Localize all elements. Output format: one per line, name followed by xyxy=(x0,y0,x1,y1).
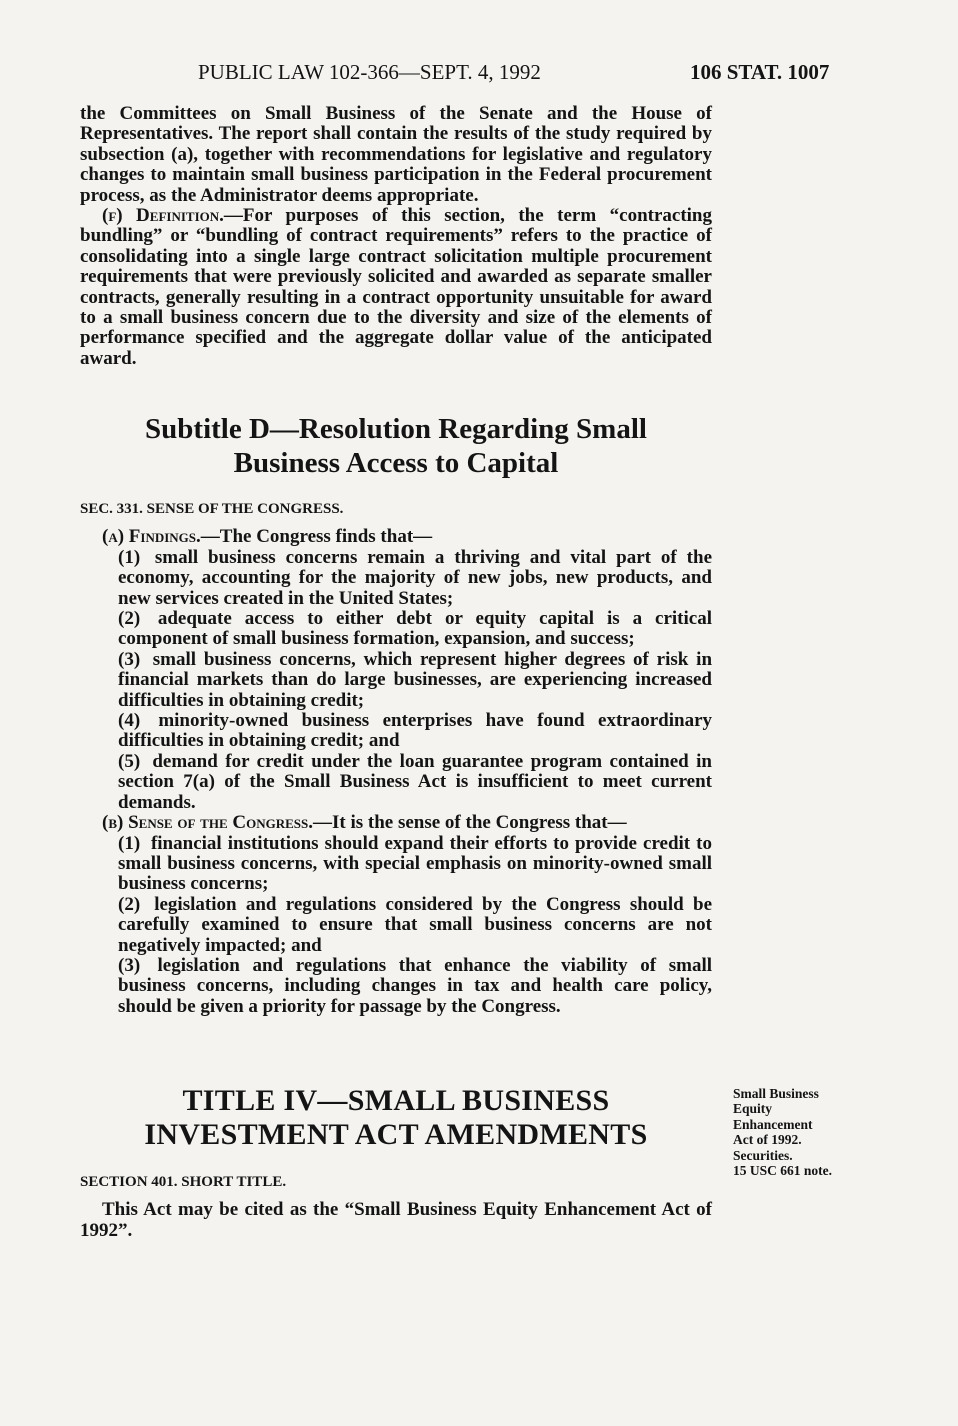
item-number: (5) xyxy=(118,750,141,772)
item-text: minority-owned business enterprises have found extraordinary difficulties in obtaining credit; and xyxy=(118,710,713,752)
item-text: adequate access to either debt or equity capital is a critical component of small business formation, expansion, and success; xyxy=(118,608,712,650)
sec-401-block xyxy=(80,1172,712,1241)
margin-note-line: Securities. xyxy=(733,1147,793,1163)
sense-item xyxy=(80,956,712,1017)
finding-item xyxy=(80,609,712,650)
finding-item xyxy=(80,752,712,813)
subtitle-line-1: Subtitle D—Resolution Regarding Small xyxy=(145,413,647,445)
findings-intro xyxy=(80,527,712,547)
sec-331-heading: SEC. 331. SENSE OF THE CONGRESS. xyxy=(80,501,344,517)
page-citation: 106 STAT. 1007 xyxy=(690,60,830,84)
definition-text: —For purposes of this section, the term “contracting bundling” or “bundling of contract requirements” refers to the practice of consolidating into a single large contract solicitation multiple procurement requirements that were previously solicited and awarded as separate smaller contracts, generally resulting in a contract opportunity unsuitable for award to a small business concern due to the diversity and size of the elements of performance specified and the aggregate dollar value of the anticipated award. xyxy=(80,205,712,369)
definition-label: (f) Definition. xyxy=(102,205,224,227)
item-text: legislation and regulations that enhance the viability of small business concerns, including changes in tax and health care policy, should be given a priority for passage by the Congress. xyxy=(118,954,713,1017)
findings-intro-text: —The Congress finds that— xyxy=(200,526,433,548)
section-f-block xyxy=(80,104,712,369)
sense-item xyxy=(80,895,712,956)
item-number: (1) xyxy=(118,832,141,854)
item-number: (2) xyxy=(118,893,141,915)
sense-intro-text: —It is the sense of the Congress that— xyxy=(312,812,627,834)
title-iv-heading xyxy=(80,1084,712,1152)
title-iv-line-2: INVESTMENT ACT AMENDMENTS xyxy=(144,1118,648,1151)
item-number: (4) xyxy=(118,710,141,732)
item-text: small business concerns, which represent higher degrees of risk in financial markets than do large businesses, are experiencing increased difficulties in obtaining credit; xyxy=(118,648,713,711)
margin-note-line: Enhancement xyxy=(733,1116,813,1132)
finding-item xyxy=(80,548,712,609)
item-text: legislation and regulations considered by the Congress should be carefully examined to ensure that small business concerns are not negatively impacted; and xyxy=(118,893,713,956)
item-number: (3) xyxy=(118,648,141,670)
margin-note-line: Equity xyxy=(733,1101,773,1117)
definition-paragraph xyxy=(80,206,712,369)
subtitle-line-2: Business Access to Capital xyxy=(233,447,559,479)
margin-note-line: Small Business xyxy=(733,1086,819,1101)
item-number: (3) xyxy=(118,954,141,976)
margin-note xyxy=(733,1086,893,1178)
margin-note-line: Act of 1992. xyxy=(733,1132,802,1148)
margin-note-line: 15 USC 661 note. xyxy=(733,1163,833,1179)
finding-item xyxy=(80,650,712,711)
report-paragraph: the Committees on Small Business of the Senate and the House of Representatives. The report shall contain the results of the study required by subsection (a), together with recommendations for legislative and regulatory changes to maintain small business participation in the Federal procurement process, as the Administrator deems appropriate. xyxy=(80,103,712,206)
short-title-paragraph: This Act may be cited as the “Small Business Equity Enhancement Act of 1992”. xyxy=(80,1199,712,1241)
finding-item xyxy=(80,711,712,752)
item-number: (1) xyxy=(118,546,141,568)
sense-intro xyxy=(80,813,712,833)
findings-label: (a) Findings. xyxy=(102,526,201,548)
item-number: (2) xyxy=(118,608,141,630)
subtitle-heading xyxy=(80,412,712,480)
item-text: financial institutions should expand their efforts to provide credit to small business concerns, with special emphasis on minority-owned small business concerns; xyxy=(118,832,713,895)
sec-331-block xyxy=(80,499,712,1017)
item-text: small business concerns remain a thriving and vital part of the economy, accounting for the majority of new jobs, new products, and new services created in the United States; xyxy=(118,546,712,609)
sense-item xyxy=(80,834,712,895)
sec-401-heading: SECTION 401. SHORT TITLE. xyxy=(80,1174,287,1190)
sense-label: (b) Sense of the Congress. xyxy=(102,812,313,834)
running-header-left: PUBLIC LAW 102-366—SEPT. 4, 1992 xyxy=(198,60,541,84)
title-iv-line-1: TITLE IV—SMALL BUSINESS xyxy=(182,1084,610,1117)
item-text: demand for credit under the loan guarantee program contained in section 7(a) of the Small Business Act is insufficient to meet current demands. xyxy=(118,750,712,813)
